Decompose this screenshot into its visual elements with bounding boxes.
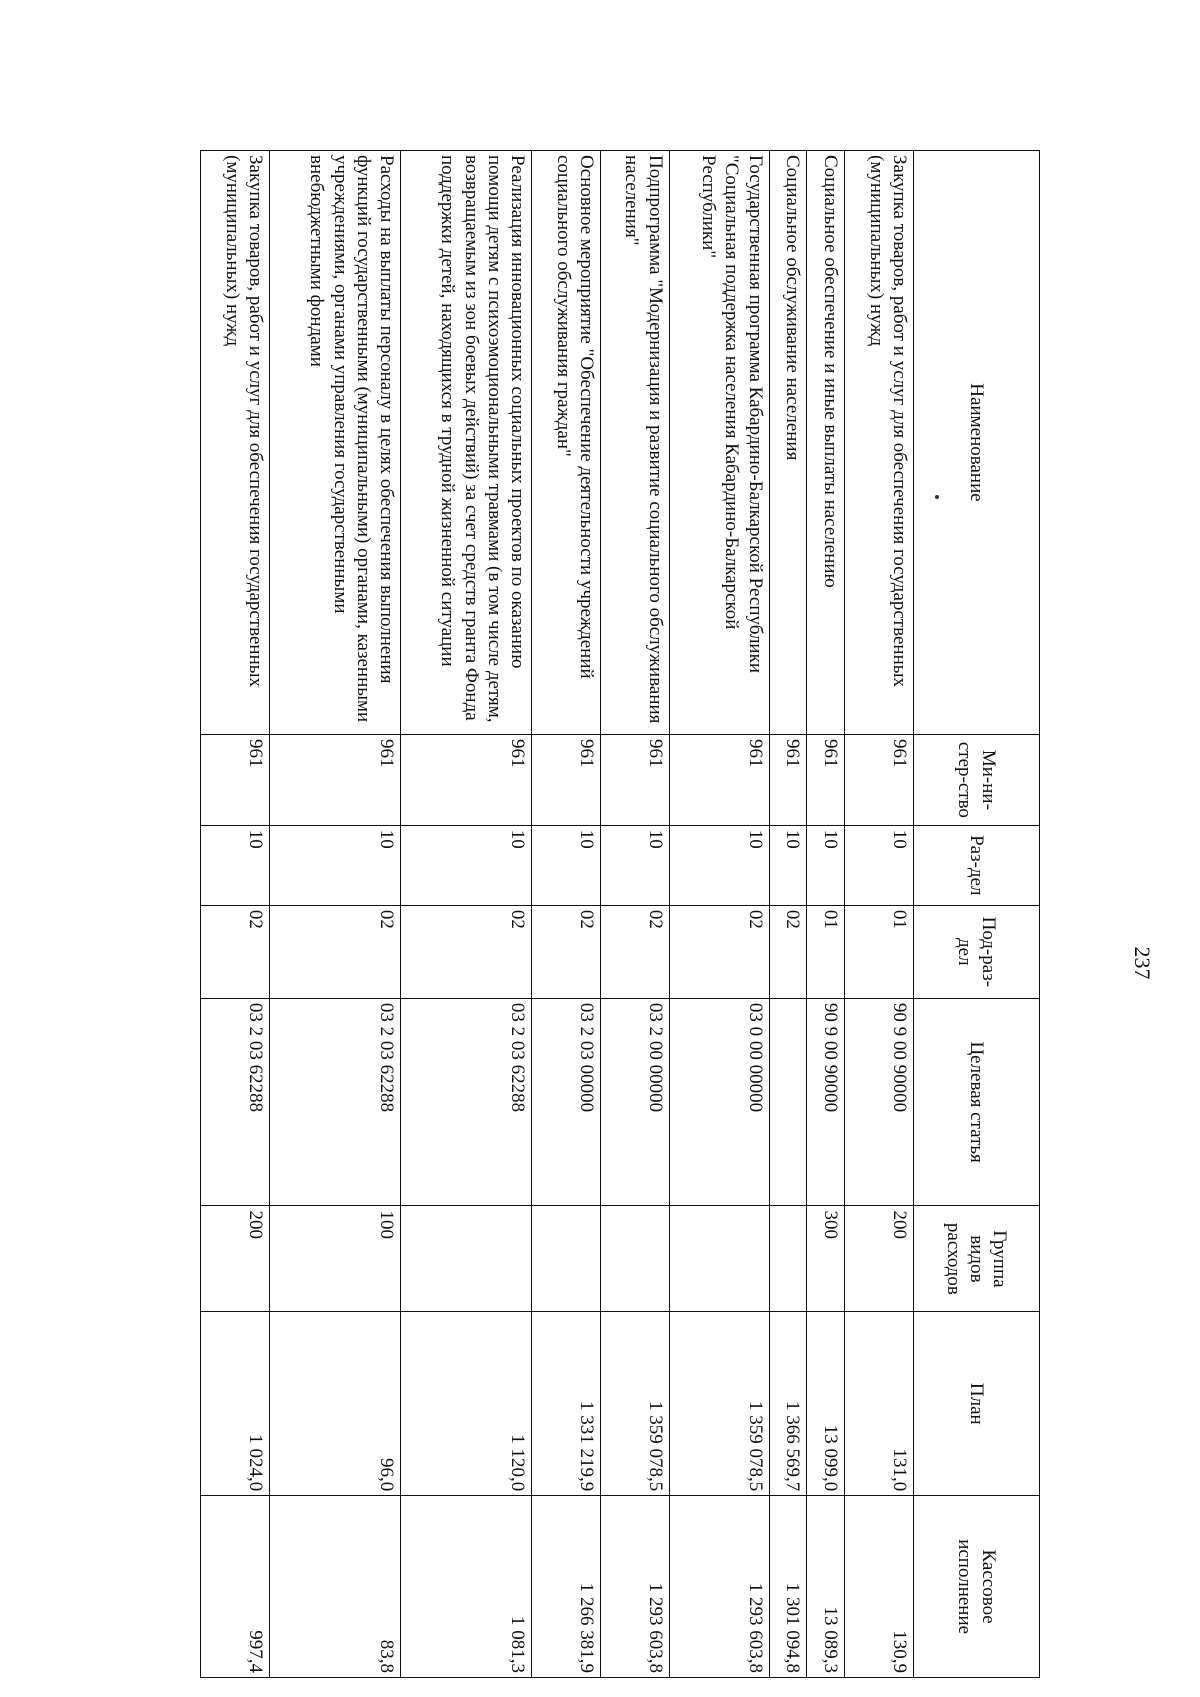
cell-group: 200 <box>201 1206 270 1312</box>
cell-section: 10 <box>769 825 807 905</box>
rotated-landscape-page <box>200 150 1040 1678</box>
cell-group: 100 <box>269 1206 400 1312</box>
cell-ministry: 961 <box>400 734 531 825</box>
cell-subsection: 01 <box>845 905 914 998</box>
cell-subsection: 02 <box>201 905 270 998</box>
cell-subsection: 02 <box>269 905 400 998</box>
cell-target: 03 2 00 00000 <box>600 998 669 1206</box>
table-row <box>400 151 531 1678</box>
table-row <box>201 151 270 1678</box>
cell-name: Социальное обеспечение и иные выплаты населению <box>807 151 845 735</box>
cell-name: Реализация инновационных социальных проектов по оказанию помощи детям с психоэмоциональными травмами (в том числе детям, возвращаемым из зон боевых действий) за счет средств гранта Фонда поддержки детей, находящихся в трудной жизненной ситуации <box>400 151 531 735</box>
cell-ministry: 961 <box>201 734 270 825</box>
cell-ministry: 961 <box>600 734 669 825</box>
cell-section: 10 <box>845 825 914 905</box>
cell-group <box>531 1206 600 1312</box>
header-name: Наименование <box>914 151 1040 735</box>
cell-section: 10 <box>669 825 769 905</box>
cell-execution: 130,9 <box>845 1496 914 1678</box>
cell-name: Расходы на выплаты персоналу в целях обеспечения выполнения функций государственными (муниципальными) органами, казенными учреждениями, органами управления государственными внебюджетными фондами <box>269 151 400 735</box>
cell-ministry: 961 <box>269 734 400 825</box>
cell-section: 10 <box>531 825 600 905</box>
table-header-row <box>914 151 1040 1678</box>
cell-execution: 83,8 <box>269 1496 400 1678</box>
cell-execution: 13 089,3 <box>807 1496 845 1678</box>
cell-name: Основное мероприятие "Обеспечение деятельности учреждений социального обслуживания граждан" <box>531 151 600 735</box>
page-number: 237 <box>1130 946 1155 980</box>
cell-plan: 131,0 <box>845 1312 914 1496</box>
table-row <box>845 151 914 1678</box>
cell-name: Закупка товаров, работ и услуг для обеспечения государственных (муниципальных) нужд <box>201 151 270 735</box>
cell-group <box>400 1206 531 1312</box>
cell-plan: 1 359 078,5 <box>669 1312 769 1496</box>
cell-section: 10 <box>269 825 400 905</box>
cell-subsection: 02 <box>600 905 669 998</box>
cell-ministry: 961 <box>669 734 769 825</box>
cell-target: 03 2 03 62288 <box>269 998 400 1206</box>
cell-group: 300 <box>807 1206 845 1312</box>
cell-name: Закупка товаров, работ и услуг для обеспечения государственных (муниципальных) нужд <box>845 151 914 735</box>
cell-group <box>769 1206 807 1312</box>
cell-name: Социальное обслуживание населения <box>769 151 807 735</box>
cell-group: 200 <box>845 1206 914 1312</box>
cell-target <box>769 998 807 1206</box>
cell-subsection: 01 <box>807 905 845 998</box>
cell-ministry: 961 <box>845 734 914 825</box>
cell-name: Подпрограмма "Модернизация и развитие социального обслуживания населения" <box>600 151 669 735</box>
cell-execution: 1 081,3 <box>400 1496 531 1678</box>
cell-section: 10 <box>807 825 845 905</box>
cell-subsection: 02 <box>669 905 769 998</box>
budget-table-container <box>200 150 1040 1678</box>
cell-section: 10 <box>201 825 270 905</box>
cell-group <box>600 1206 669 1312</box>
header-section: Раз-дел <box>914 825 1040 905</box>
header-plan: План <box>914 1312 1040 1496</box>
cell-execution: 1 293 603,8 <box>600 1496 669 1678</box>
cell-subsection: 02 <box>400 905 531 998</box>
budget-execution-table <box>200 150 1040 1678</box>
cell-target: 03 2 03 62288 <box>201 998 270 1206</box>
table-row <box>531 151 600 1678</box>
cell-ministry: 961 <box>531 734 600 825</box>
cell-target: 03 2 03 62288 <box>400 998 531 1206</box>
header-execution: Кассовое исполнение <box>914 1496 1040 1678</box>
header-target: Целевая статья <box>914 998 1040 1206</box>
cell-target: 03 0 00 00000 <box>669 998 769 1206</box>
cell-plan: 1 366 569,7 <box>769 1312 807 1496</box>
cell-target: 03 2 03 00000 <box>531 998 600 1206</box>
cell-execution: 1 301 094,8 <box>769 1496 807 1678</box>
header-subsection: Под-раз-дел <box>914 905 1040 998</box>
cell-execution: 997,4 <box>201 1496 270 1678</box>
cell-section: 10 <box>400 825 531 905</box>
cell-ministry: 961 <box>807 734 845 825</box>
cell-subsection: 02 <box>531 905 600 998</box>
table-row <box>600 151 669 1678</box>
cell-plan: 1 359 078,5 <box>600 1312 669 1496</box>
table-row <box>269 151 400 1678</box>
cell-group <box>669 1206 769 1312</box>
cell-plan: 1 120,0 <box>400 1312 531 1496</box>
cell-ministry: 961 <box>769 734 807 825</box>
table-row <box>807 151 845 1678</box>
cell-name: Государственная программа Кабардино-Балкарской Республики "Социальная поддержка населения Кабардино-Балкарской Республики" <box>669 151 769 735</box>
table-row <box>669 151 769 1678</box>
cell-execution: 1 293 603,8 <box>669 1496 769 1678</box>
cell-plan: 1 024,0 <box>201 1312 270 1496</box>
cell-execution: 1 266 381,9 <box>531 1496 600 1678</box>
cell-subsection: 02 <box>769 905 807 998</box>
header-group: Группа видов расходов <box>914 1206 1040 1312</box>
cell-target: 90 9 00 90000 <box>807 998 845 1206</box>
cell-target: 90 9 00 90000 <box>845 998 914 1206</box>
cell-plan: 13 099,0 <box>807 1312 845 1496</box>
table-row <box>769 151 807 1678</box>
cell-plan: 96,0 <box>269 1312 400 1496</box>
header-ministry: Ми-ни-стер-ство <box>914 734 1040 825</box>
cell-plan: 1 331 219,9 <box>531 1312 600 1496</box>
cell-section: 10 <box>600 825 669 905</box>
